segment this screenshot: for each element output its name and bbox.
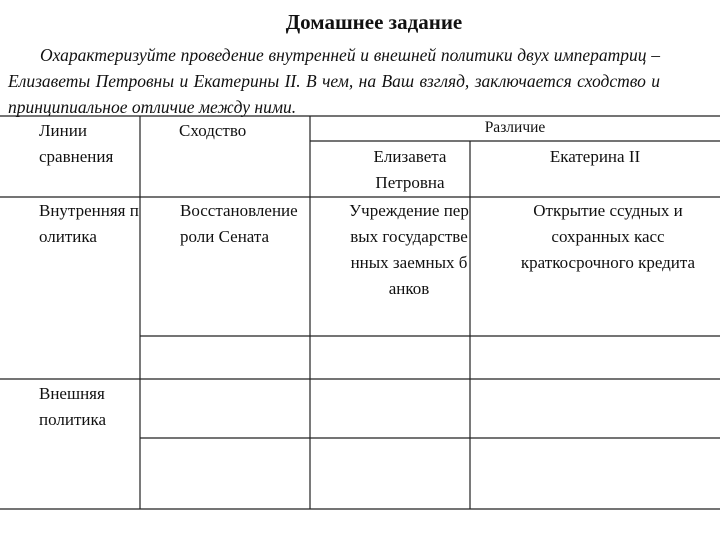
header-lines: Линии сравнения <box>39 121 114 166</box>
row-internal-elizabeth: Учреждение первых государственных заемных банков <box>349 201 469 298</box>
task-description: Охарактеризуйте проведение внутренней и внешней политики двух императриц – Елизаветы Петровны и Екатерины II. В чем, на Ваш взгляд, заключается сходство и принципиальное отличие между ними. <box>8 45 660 117</box>
page-title: Домашнее задание <box>285 10 463 34</box>
row-internal-catherine: Открытие ссудных и сохранных касс краткосрочного кредита <box>520 201 696 272</box>
header-elizabeth: Елизавета Петровна <box>373 147 447 192</box>
header-catherine: Екатерина II <box>549 147 641 166</box>
row-external-label: Внешняя политика <box>39 384 107 429</box>
row-internal-similarity: Восстановление роли Сената <box>180 201 298 246</box>
header-similarity: Сходство <box>179 121 247 140</box>
header-difference: Различие <box>484 119 546 136</box>
row-internal-label: Внутренняя политика <box>39 201 139 246</box>
